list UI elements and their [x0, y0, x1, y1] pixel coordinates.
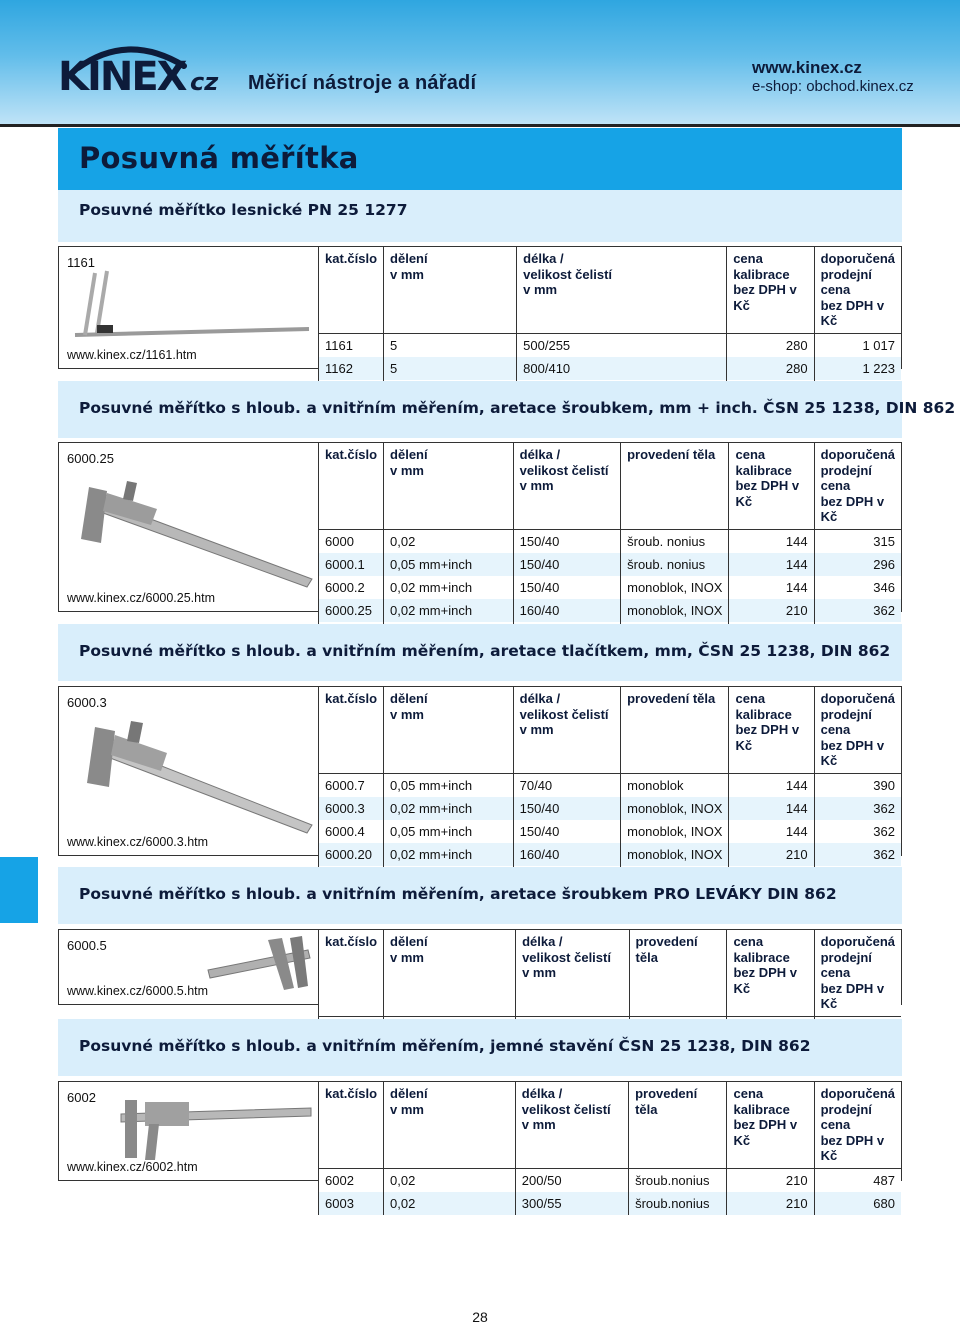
- col-deleni: dělení v mm: [384, 247, 517, 333]
- section-title: Posuvné měřítko s hloub. a vnitřním měřením, aretace šroubkem, mm + inch. ČSN 25 1238, DIN 862: [79, 399, 956, 417]
- col-doporucena: doporučená prodejní cena bez DPH v Kč: [814, 1082, 901, 1168]
- table-row: 6000.2 0,02 mm+inch 150/40 monoblok, INOX 144 346: [319, 576, 902, 599]
- table-row: 6003 0,02 300/55 šroub.nonius 210 680: [319, 1192, 902, 1215]
- product-image-cell: [59, 687, 316, 855]
- section-title: Posuvné měřítko lesnické PN 25 1277: [79, 201, 408, 219]
- table-row: 6000.1 0,05 mm+inch 150/40 šroub. nonius 144 296: [319, 553, 902, 576]
- page-title: Posuvná měřítka: [79, 141, 359, 175]
- header-tagline: Měřicí nástroje a nářadí: [248, 72, 477, 94]
- col-cena: cena kalibrace bez DPH v Kč: [727, 1082, 814, 1168]
- col-delka: délka / velikost čelistí v mm: [513, 687, 620, 773]
- col-provedeni: provedení těla: [629, 930, 727, 1016]
- image-code: 1161: [67, 255, 95, 270]
- forestry-caliper-image: [69, 265, 319, 345]
- page-header: [0, 0, 960, 124]
- product-block: [58, 442, 902, 618]
- product-image-cell: [59, 930, 316, 1004]
- section-title: Posuvné měřítko s hloub. a vnitřním měřením, jemné stavění ČSN 25 1238, DIN 862: [79, 1037, 811, 1055]
- col-delka: délka / velikost čelistí v mm: [515, 1082, 628, 1168]
- svg-text:cz: cz: [190, 68, 219, 96]
- section-header: [58, 190, 902, 242]
- col-kat: kat.číslo: [319, 443, 384, 529]
- page-number: 28: [472, 1309, 488, 1325]
- col-kat: kat.číslo: [319, 930, 384, 1016]
- table-row: 6000.4 0,05 mm+inch 150/40 monoblok, INOX 144 362: [319, 820, 902, 843]
- image-url[interactable]: www.kinex.cz/6000.5.htm: [67, 984, 209, 998]
- eshop-link[interactable]: e-shop: obchod.kinex.cz: [752, 78, 914, 95]
- col-provedeni: provedení těla: [621, 443, 729, 529]
- caliper-image: [115, 1090, 315, 1170]
- section-header: [58, 1019, 902, 1076]
- col-doporucena: doporučená prodejní cena bez DPH v Kč: [814, 930, 901, 1016]
- section-header: [58, 867, 902, 924]
- image-code: 6000.5: [67, 938, 107, 953]
- table-row: 6000.20 0,02 mm+inch 160/40 monoblok, INOX 210 362: [319, 843, 902, 866]
- col-provedeni: provedení těla: [629, 1082, 727, 1168]
- col-deleni: dělení v mm: [384, 443, 514, 529]
- col-deleni: dělení v mm: [384, 1082, 516, 1168]
- image-url[interactable]: www.kinex.cz/6000.25.htm: [67, 591, 215, 605]
- product-image-cell: [59, 247, 316, 368]
- image-code: 6002: [67, 1090, 96, 1105]
- table-row: 6000.3 0,02 mm+inch 150/40 monoblok, INOX 144 362: [319, 797, 902, 820]
- col-kat: kat.číslo: [319, 247, 384, 333]
- section-header: [58, 381, 956, 438]
- page-title-band: [58, 128, 902, 190]
- product-block: [58, 1081, 902, 1211]
- col-deleni: dělení v mm: [384, 930, 516, 1016]
- col-doporucena: doporučená prodejní cena bez DPH v Kč: [814, 247, 901, 333]
- kinex-logo: [58, 38, 228, 100]
- website-link[interactable]: www.kinex.cz: [752, 58, 862, 77]
- col-cena: cena kalibrace bez DPH v Kč: [729, 687, 814, 773]
- product-block: [58, 929, 902, 1011]
- col-doporucena: doporučená prodejní cena bez DPH v Kč: [814, 443, 901, 529]
- product-block: [58, 246, 902, 376]
- product-image-cell: [59, 1082, 316, 1180]
- col-delka: délka / velikost čelistí v mm: [516, 930, 629, 1016]
- spec-table: [318, 247, 901, 403]
- spec-table: [318, 443, 901, 645]
- spec-table: [318, 1082, 901, 1215]
- section-title: Posuvné měřítko s hloub. a vnitřním měřením, aretace tlačítkem, mm, ČSN 25 1238, DIN 862: [79, 642, 891, 660]
- table-row: 1161 5 500/255 280 1 017: [319, 333, 902, 357]
- col-deleni: dělení v mm: [384, 687, 514, 773]
- image-code: 6000.3: [67, 695, 107, 710]
- section-header: [58, 624, 902, 681]
- table-row: 1162 5 800/410 280 1 223: [319, 357, 902, 380]
- product-image-cell: [59, 443, 316, 611]
- svg-text:KINEX: KINEX: [58, 54, 186, 100]
- image-url[interactable]: www.kinex.cz/1161.htm: [67, 348, 197, 362]
- side-tab: [0, 857, 38, 923]
- col-kat: kat.číslo: [319, 1082, 384, 1168]
- caliper-image: [204, 936, 314, 998]
- product-block: [58, 686, 902, 862]
- table-row: 6000 0,02 150/40 šroub. nonius 144 315: [319, 529, 902, 553]
- col-cena: cena kalibrace bez DPH v Kč: [727, 930, 814, 1016]
- header-divider: [0, 124, 960, 127]
- col-delka: délka / velikost čelistí v mm: [517, 247, 727, 333]
- col-cena: cena kalibrace bez DPH v Kč: [727, 247, 814, 333]
- col-cena: cena kalibrace bez DPH v Kč: [729, 443, 814, 529]
- col-provedeni: provedení těla: [621, 687, 729, 773]
- col-delka: délka / velikost čelistí v mm: [513, 443, 620, 529]
- col-kat: kat.číslo: [319, 687, 384, 773]
- image-url[interactable]: www.kinex.cz/6002.htm: [67, 1160, 198, 1174]
- spec-table: [318, 687, 901, 889]
- caliper-image: [67, 707, 317, 837]
- caliper-image: [67, 469, 317, 589]
- image-url[interactable]: www.kinex.cz/6000.3.htm: [67, 835, 209, 849]
- col-doporucena: doporučená prodejní cena bez DPH v Kč: [814, 687, 901, 773]
- section-title: Posuvné měřítko s hloub. a vnitřním měřením, aretace šroubkem PRO LEVÁKY DIN 862: [79, 885, 837, 903]
- table-row: 6002 0,02 200/50 šroub.nonius 210 487: [319, 1168, 902, 1192]
- image-code: 6000.25: [67, 451, 114, 466]
- table-row: 6000.25 0,02 mm+inch 160/40 monoblok, INOX 210 362: [319, 599, 902, 622]
- table-row: 6000.7 0,05 mm+inch 70/40 monoblok 144 390: [319, 773, 902, 797]
